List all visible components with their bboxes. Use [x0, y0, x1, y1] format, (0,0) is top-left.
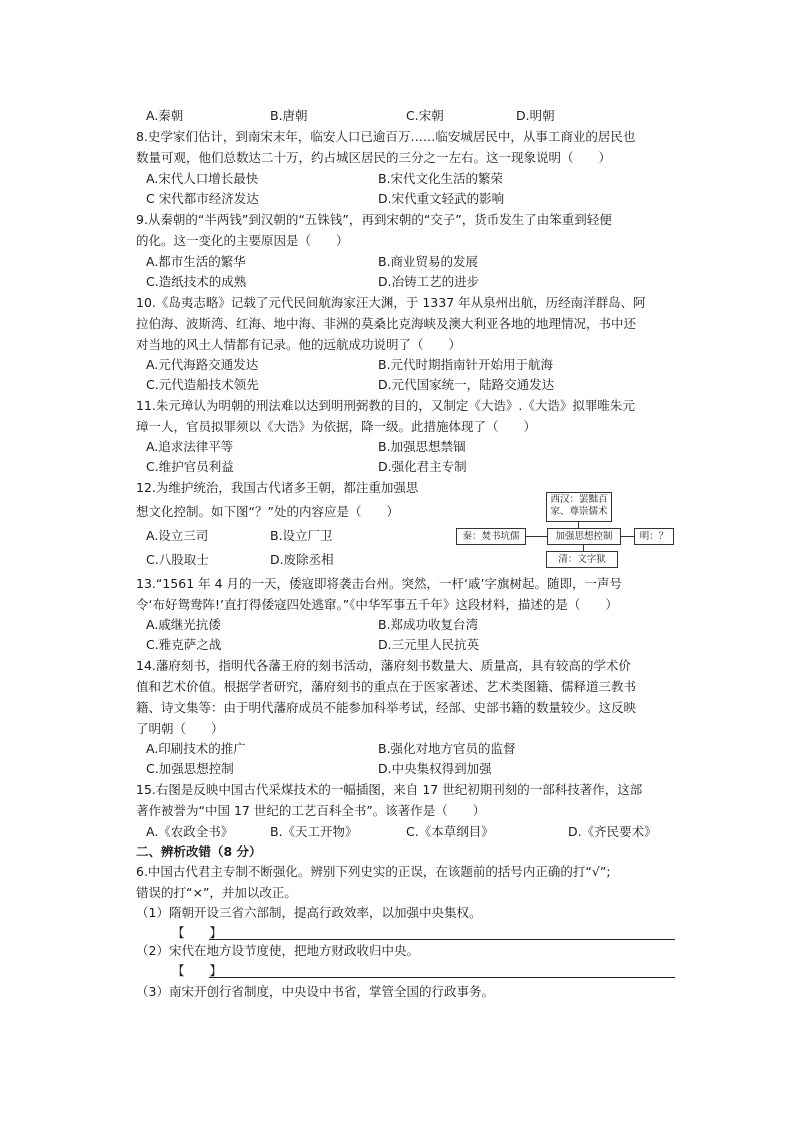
q14-option-c: C.加强思想控制: [146, 761, 234, 776]
diagram-box-ming: 明：？: [634, 528, 674, 545]
q11-stem-line-1: 11.朱元璋认为明朝的刑法难以达到明刑弼教的目的，又制定《大诰》.《大诰》拟罪唯朱元: [136, 398, 635, 413]
section-2-item-1: （1）隋朝开设三省六部制，提高行政效率，以加强中央集权。: [136, 905, 482, 920]
q7-option-d: D.明朝: [516, 108, 555, 123]
q11-option-b: B.加强思想禁锢: [378, 439, 466, 454]
q11-option-a: A.追求法律平等: [146, 439, 234, 454]
q15-option-c: C.《本草纲目》: [406, 824, 494, 839]
q14-option-d: D.中央集权得到加强: [378, 761, 492, 776]
q7-option-c: C.宋朝: [406, 108, 444, 123]
q13-option-a: A.戚继光抗倭: [146, 617, 221, 632]
q9-stem-line-2: 的化。这一变化的主要原因是（ ）: [136, 233, 349, 248]
q15-option-a: A.《农政全书》: [146, 824, 234, 839]
section-2-title: 二、辨析改错（8 分）: [136, 844, 262, 859]
q14-option-a: A.印刷技术的推广: [146, 741, 246, 756]
q8-option-b: B.宋代文化生活的繁荣: [378, 171, 504, 186]
q13-stem-line-1: 13.“1561 年 4 月的一天，倭寇即将袭击台州。突然，一杆‘戚’字旗树起。随即，一声号: [136, 576, 622, 591]
diagram-box-qing: 清：文字狱: [546, 551, 618, 568]
item-2-answer-line[interactable]: [209, 977, 675, 978]
q14-stem-line-3: 籍、诗文集等：由于明代藩府成员不能参加科举考试，经部、史部书籍的数量较少。这反映: [136, 700, 637, 715]
q14-stem-line-4: 了明朝（ ）: [136, 721, 224, 736]
q9-option-c: C.造纸技术的成熟: [146, 274, 247, 289]
q12-option-d: D.废除丞相: [270, 552, 334, 567]
item-1-answer-bracket[interactable]: 【 】: [172, 925, 223, 940]
diagram-box-qin: 秦：焚书坑儒: [456, 528, 526, 545]
q10-option-a: A.元代海路交通发达: [146, 357, 259, 372]
section-2-item-2: （2）宋代在地方设节度使，把地方财政收归中央。: [136, 943, 419, 958]
diagram-box-center: 加强思想控制: [547, 528, 621, 545]
q10-option-c: C.元代造船技术领先: [146, 377, 259, 392]
q8-stem-line-2: 数量可观，他们总数达二十万，约占城区居民的三分之一左右。这一现象说明（ ）: [136, 150, 612, 165]
q9-option-d: D.冶铸工艺的进步: [378, 274, 480, 289]
q9-option-b: B.商业贸易的发展: [378, 254, 479, 269]
q15-option-b: B.《天工开物》: [270, 824, 358, 839]
diagram-connector-bottom: [583, 544, 584, 551]
q10-stem-line-1: 10.《岛夷志略》记载了元代民间航海家汪大渊，于 1337 年从泉州出航，历经南洋群岛、阿: [136, 295, 646, 310]
q12-stem-line-2: 想文化控制。如下图“？”处的内容应是（ ）: [136, 504, 399, 519]
q14-stem-line-1: 14.藩府刻书，指明代各藩王府的刻书活动，藩府刻书数量大、质量高，具有较高的学术价: [136, 658, 631, 673]
q10-stem-line-3: 对当地的风土人情都有记录。他的远航成功说明了（ ）: [136, 337, 462, 352]
q11-option-d: D.强化君主专制: [378, 459, 467, 474]
q12-option-b: B.设立厂卫: [270, 528, 333, 543]
q10-option-d: D.元代国家统一，陆路交通发达: [378, 377, 555, 392]
q12-stem-line-1: 12.为维护统治，我国古代诸多王朝，都注重加强思: [136, 480, 419, 495]
q15-stem-line-2: 著作被誉为“中国 17 世纪的工艺百科全书”。该著作是（ ）: [136, 803, 486, 818]
q15-stem-line-1: 15.右图是反映中国古代采煤技术的一幅插图，来自 17 世纪初期刊刻的一部科技著作，这部: [136, 782, 643, 797]
q9-stem-line-1: 9.从秦朝的“半两钱”到汉朝的“五铢钱”，再到宋朝的“交子”，货币发生了由笨重到轻便: [136, 212, 612, 227]
q15-option-d: D.《齐民要术》: [568, 824, 657, 839]
item-2-answer-bracket[interactable]: 【 】: [172, 963, 223, 978]
diagram-box-western-han-line-2: 家、尊崇儒术: [550, 506, 608, 517]
q7-option-b: B.唐朝: [270, 108, 308, 123]
q12-option-a: A.设立三司: [146, 528, 209, 543]
q14-stem-line-2: 值和艺术价值。根据学者研究，藩府刻书的重点在于医家著述、艺术类图籍、儒释道三教书: [136, 679, 637, 694]
diagram-box-western-han-line-1: 西汉：罢黜百: [550, 494, 608, 505]
q12-option-c: C.八股取士: [146, 552, 209, 567]
section-2-intro-line-2: 错误的打“×”，并加以改正。: [136, 885, 297, 900]
q13-option-d: D.三元里人民抗英: [378, 637, 480, 652]
q13-option-b: B.郑成功收复台湾: [378, 617, 479, 632]
section-2-intro-line-1: 6.中国古代君主专制不断强化。辨别下列史实的正误，在该题前的括号内正确的打“√”;: [136, 864, 611, 879]
q11-stem-line-2: 璋一人，官员拟罪须以《大诰》为依据，降一级。此措施体现了（ ）: [136, 419, 537, 434]
q8-option-c: C 宋代都市经济发达: [146, 191, 259, 206]
q14-option-b: B.强化对地方官员的监督: [378, 741, 516, 756]
q7-option-a: A.秦朝: [146, 108, 184, 123]
item-1-answer-line[interactable]: [209, 939, 675, 940]
q10-option-b: B.元代时期指南针开始用于航海: [378, 357, 554, 372]
section-2-item-3: （3）南宋开创行省制度，中央设中书省，掌管全国的行政事务。: [136, 984, 494, 999]
q10-stem-line-2: 拉伯海、波斯湾、红海、地中海、非洲的莫桑比克海峡及澳大利亚各地的地理情况，书中还: [136, 316, 637, 331]
diagram-connector-left: [525, 536, 547, 537]
q13-option-c: C.雅克萨之战: [146, 637, 222, 652]
q13-stem-line-2: 令‘布好鸳鸯阵!’直打得倭寇四处逃窜。”《中华军事五千年》这段材料，描述的是（ ）: [136, 597, 618, 612]
diagram-box-western-han: [546, 492, 612, 522]
q8-stem-line-1: 8.史学家们估计，到南宋末年，临安人口已逾百万……临安城居民中，从事工商业的居民也: [136, 129, 636, 144]
diagram-connector-right: [620, 536, 634, 537]
q8-option-d: D.宋代重文轻武的影响: [378, 191, 505, 206]
q8-option-a: A.宋代人口增长最快: [146, 171, 259, 186]
q9-option-a: A.都市生活的繁华: [146, 254, 246, 269]
q11-option-c: C.维护官员利益: [146, 459, 234, 474]
